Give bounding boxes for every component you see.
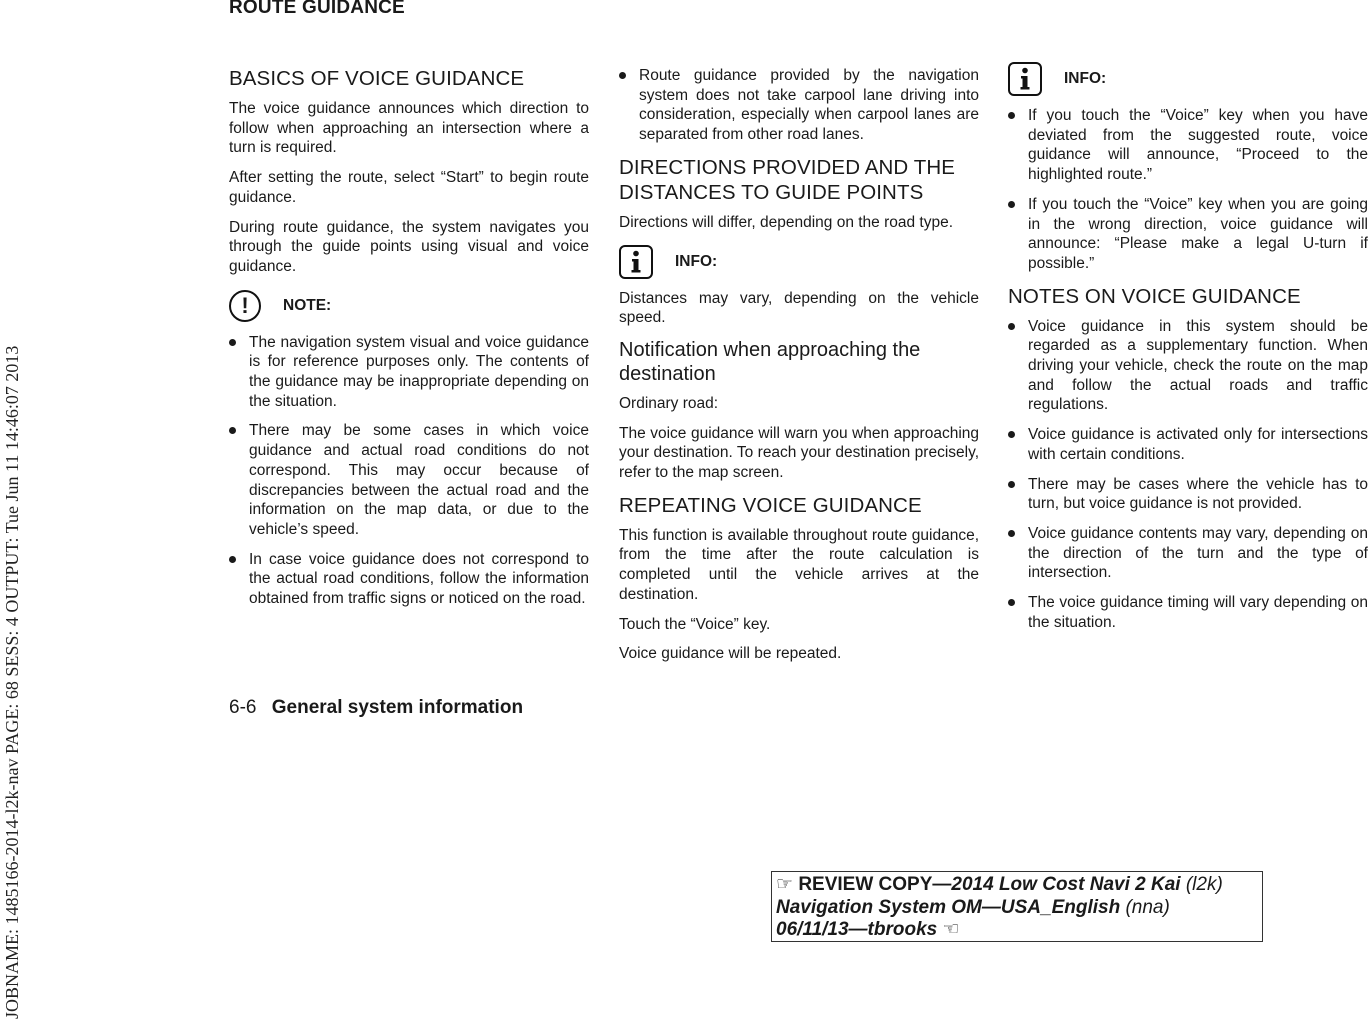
list-item: There may be cases where the vehicle has to turn, but voice guidance is not provided.: [1008, 475, 1368, 514]
column-2: [619, 66, 979, 674]
jobname-sidebar: JOBNAME: 1485166-2014-l2k-nav PAGE: 68 SESS: 4 OUTPUT: Tue Jun 11 14:46:07 2013: [2, 345, 22, 1019]
footer-section-title: General system information: [271, 697, 524, 718]
heading-basics-voice-guidance: BASICS OF VOICE GUIDANCE: [229, 67, 525, 90]
page-footer: [229, 697, 523, 719]
bullet-icon: [1008, 431, 1015, 438]
list-item: If you touch the “Voice” key when you are going in the wrong direction, voice guidance will announce: “Please make a legal U-turn if possible.”: [1008, 195, 1368, 274]
paragraph: Directions will differ, depending on the road type.: [619, 213, 954, 231]
list-item: In case voice guidance does not correspond to the actual road conditions, follow the information obtained from traffic signs or noticed on the road.: [229, 550, 589, 609]
paragraph: The voice guidance announces which direction to follow when approaching an intersection where a turn is required.: [229, 100, 589, 157]
page-number: 6-6: [229, 697, 257, 718]
info-label: INFO:: [1064, 70, 1107, 87]
bullet-icon: [229, 427, 236, 434]
section-header: ROUTE GUIDANCE: [229, 0, 405, 18]
info-list: [1008, 106, 1368, 274]
info-label: INFO:: [675, 252, 718, 270]
info-icon: [619, 245, 653, 279]
review-line-1: ☞ REVIEW COPY—2014 Low Cost Navi 2 Kai (l2k): [776, 874, 1223, 895]
bullet-icon: [1008, 481, 1015, 488]
paragraph: The voice guidance will warn you when approaching your destination. To reach your destination precisely, refer to the map screen.: [619, 424, 979, 482]
bullet-icon: [1008, 323, 1015, 330]
paragraph: During route guidance, the system navigates you through the guide points using visual and voice guidance.: [229, 218, 589, 275]
review-line-2: Navigation System OM—USA_English (nna): [776, 896, 1170, 918]
list-item: Route guidance provided by the navigation system does not take carpool lane driving into consideration, especially when carpool lanes are separated from other road lanes.: [619, 66, 979, 145]
paragraph: After setting the route, select “Start” to begin route guidance.: [229, 169, 589, 206]
column-1: [229, 66, 589, 619]
bullet-icon: [1008, 530, 1015, 537]
carpool-list: [619, 66, 979, 145]
heading-repeating-voice-guidance: REPEATING VOICE GUIDANCE: [619, 493, 922, 517]
subheading-notification: Notification when approaching the destination: [619, 338, 921, 385]
heading-directions-distances: DIRECTIONS PROVIDED AND THE DISTANCES TO GUIDE POINTS: [619, 155, 956, 204]
list-item: If you touch the “Voice” key when you have deviated from the suggested route, voice guidance will announce, “Proceed to the highlighted route.”: [1008, 106, 1368, 185]
pointing-hand-icon: ☞: [776, 874, 794, 895]
bullet-icon: [619, 72, 626, 79]
notes-list: [1008, 317, 1368, 633]
info-icon: [1008, 62, 1042, 96]
heading-notes-voice-guidance: NOTES ON VOICE GUIDANCE: [1008, 284, 1301, 308]
review-line-3: 06/11/13—tbrooks ☜: [776, 919, 960, 940]
pointing-hand-left-icon: ☜: [942, 919, 960, 940]
bullet-icon: [229, 556, 236, 563]
paragraph: Voice guidance will be repeated.: [619, 645, 842, 663]
bullet-icon: [1008, 112, 1015, 119]
bullet-icon: [1008, 201, 1015, 208]
bullet-icon: [1008, 599, 1015, 606]
list-item: The navigation system visual and voice guidance is for reference purposes only. The contents of the guidance may be inappropriate depending on the situation.: [229, 333, 589, 412]
caution-icon: !: [229, 290, 261, 322]
paragraph: This function is available throughout route guidance, from the time after the route calculation is completed until the vehicle arrives at the destination.: [619, 526, 979, 603]
paragraph: Ordinary road:: [619, 394, 719, 412]
review-copy-stamp: [771, 871, 1263, 942]
list-item: Voice guidance is activated only for intersections with certain conditions.: [1008, 425, 1368, 464]
info-callout: [619, 243, 979, 281]
note-list: [229, 333, 589, 609]
info-callout: [1008, 60, 1368, 98]
bullet-icon: [229, 339, 236, 346]
paragraph: Touch the “Voice” key.: [619, 615, 771, 633]
list-item: Voice guidance contents may vary, depending on the direction of the turn and the type of intersection.: [1008, 524, 1368, 583]
note-label: NOTE:: [283, 296, 332, 314]
paragraph: Distances may vary, depending on the vehicle speed.: [619, 289, 979, 327]
note-callout: [229, 287, 589, 325]
list-item: The voice guidance timing will vary depending on the situation.: [1008, 593, 1368, 632]
list-item: There may be some cases in which voice guidance and actual road conditions do not correspond. This may occur because of discrepancies between the actual road and the information on the map data, or due to the vehicle’s speed.: [229, 421, 589, 539]
column-3: [1008, 66, 1368, 642]
list-item: Voice guidance in this system should be regarded as a supplementary function. When driving your vehicle, check the route on the map and follow the actual roads and traffic regulations.: [1008, 317, 1368, 416]
